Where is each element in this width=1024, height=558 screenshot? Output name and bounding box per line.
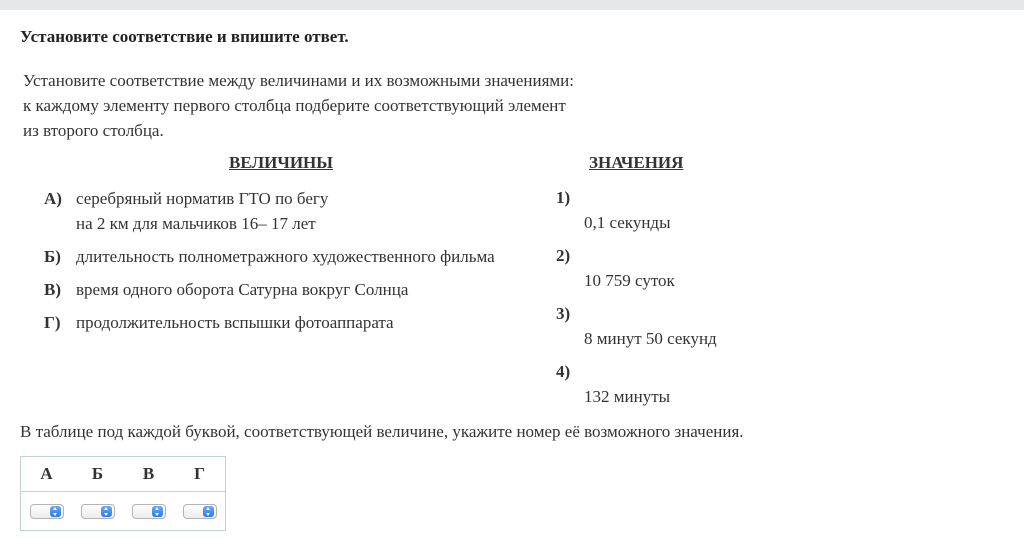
quantity-text: продолжительность вспышки фотоаппарата bbox=[76, 313, 394, 332]
intro-line: к каждому элементу первого столбца подберите соответствующий элемент bbox=[23, 96, 566, 115]
value-text: 8 минут 50 секунд bbox=[584, 329, 717, 348]
answer-select-v[interactable] bbox=[132, 504, 166, 519]
quantity-text: длительность полнометражного художественного фильма bbox=[76, 247, 495, 266]
answer-cell bbox=[123, 492, 174, 531]
answer-column-g: Г bbox=[174, 457, 226, 492]
task-heading: Установите соответствие и впишите ответ. bbox=[20, 27, 349, 46]
quantity-letter: А) bbox=[44, 189, 62, 208]
quantity-letter: Г) bbox=[44, 313, 61, 332]
value-number: 4) bbox=[556, 362, 571, 381]
value-text: 132 минуты bbox=[584, 387, 671, 406]
values-column-header: ЗНАЧЕНИЯ bbox=[589, 153, 684, 172]
intro-line: Установите соответствие между величинами и их возможными значениями: bbox=[23, 71, 574, 90]
select-arrows-icon bbox=[152, 506, 163, 517]
select-arrows-icon bbox=[203, 506, 214, 517]
answer-table-select-row bbox=[21, 492, 226, 531]
value-number: 2) bbox=[556, 246, 571, 265]
value-text: 0,1 секунды bbox=[584, 213, 671, 232]
quantity-letter: Б) bbox=[44, 247, 61, 266]
answer-table-header-row bbox=[21, 457, 226, 492]
answer-select-b[interactable] bbox=[81, 504, 115, 519]
quantity-letter: В) bbox=[44, 280, 61, 299]
quantity-text: на 2 км для мальчиков 16– 17 лет bbox=[76, 214, 316, 233]
answer-table bbox=[20, 456, 226, 531]
value-number: 3) bbox=[556, 304, 571, 323]
answer-cell bbox=[21, 492, 73, 531]
task-intro bbox=[23, 68, 574, 143]
answer-instruction: В таблице под каждой буквой, соответствующей величине, укажите номер её возможного значения. bbox=[20, 422, 744, 441]
top-bar bbox=[0, 0, 1024, 10]
answer-cell bbox=[72, 492, 123, 531]
intro-line: из второго столбца. bbox=[23, 121, 164, 140]
select-arrows-icon bbox=[101, 506, 112, 517]
answer-select-a[interactable] bbox=[30, 504, 64, 519]
quantity-text: серебряный норматив ГТО по бегу bbox=[76, 189, 329, 208]
quantities-column-header: ВЕЛИЧИНЫ bbox=[229, 153, 333, 172]
value-text: 10 759 суток bbox=[584, 271, 675, 290]
answer-select-g[interactable] bbox=[183, 504, 217, 519]
value-number: 1) bbox=[556, 188, 571, 207]
answer-column-a: А bbox=[21, 457, 73, 492]
quantity-text: время одного оборота Сатурна вокруг Солнца bbox=[76, 280, 409, 299]
answer-column-b: Б bbox=[72, 457, 123, 492]
answer-column-v: В bbox=[123, 457, 174, 492]
select-arrows-icon bbox=[50, 506, 61, 517]
answer-cell bbox=[174, 492, 226, 531]
